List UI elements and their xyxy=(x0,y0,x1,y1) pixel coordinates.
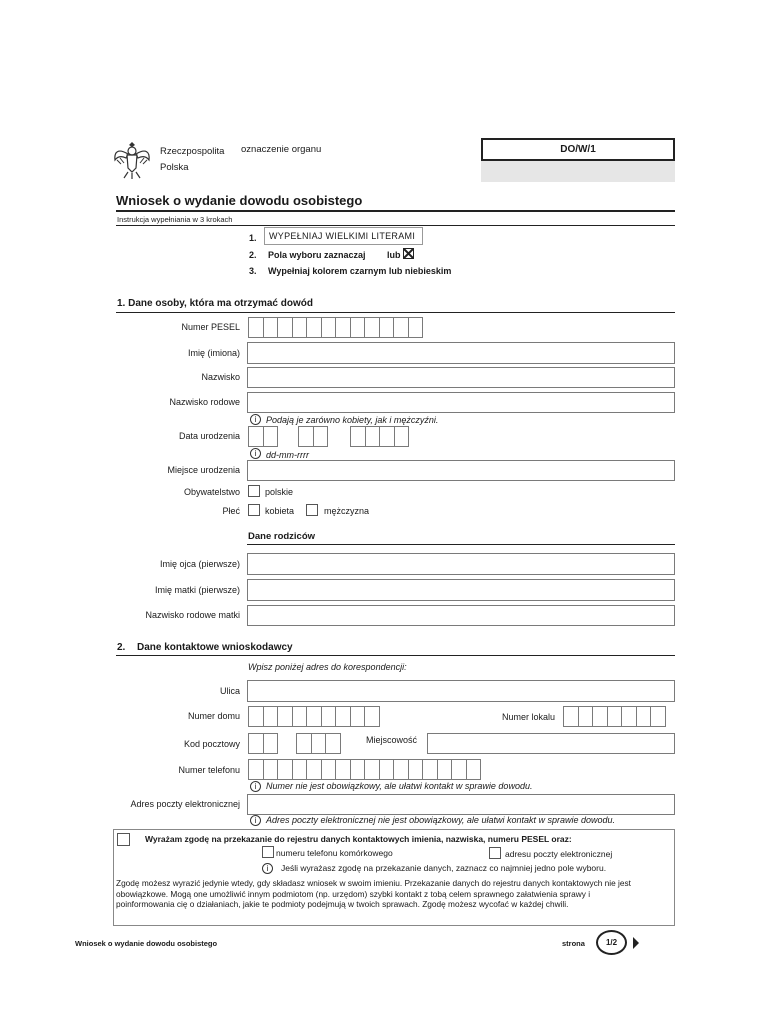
page-number-badge xyxy=(596,930,627,955)
parents-heading: Dane rodziców xyxy=(248,531,316,542)
street-label: Ulica xyxy=(219,686,240,696)
step2-text: Pola wyboru zaznaczaj xyxy=(268,250,366,260)
birth-date-label: Data urodzenia xyxy=(178,431,240,441)
page-label: strona xyxy=(562,939,585,948)
family-name-field[interactable] xyxy=(247,392,675,413)
surname-field[interactable] xyxy=(247,367,675,388)
email-label: Adres poczty elektronicznej xyxy=(130,799,240,809)
address-hint: Wpisz poniżej adres do korespondencji: xyxy=(248,662,407,672)
page-number: 1/2 xyxy=(605,938,618,947)
info-icon: i xyxy=(250,781,261,792)
country-name: Rzeczpospolita Polska xyxy=(160,146,225,173)
sex-female-checkbox[interactable] xyxy=(248,504,260,516)
citizenship-checkbox[interactable] xyxy=(248,485,260,497)
phone-field[interactable] xyxy=(248,759,481,780)
next-page-arrow-icon xyxy=(633,936,639,954)
mother-name-field[interactable] xyxy=(247,579,675,601)
step1-number: 1. xyxy=(249,233,257,243)
first-names-label: Imię (imiona) xyxy=(187,348,240,358)
section2-number: 2. xyxy=(117,642,126,653)
consent-email-checkbox[interactable] xyxy=(489,847,501,859)
father-name-label: Imię ojca (pierwsze) xyxy=(159,559,240,569)
surname-label: Nazwisko xyxy=(201,372,240,382)
step3-number: 3. xyxy=(249,266,257,276)
phone-hint: Numer nie jest obowiązkowy, ale ułatwi kontakt w sprawie dowodu. xyxy=(266,781,533,791)
email-hint: Adres poczty elektronicznej nie jest obowiązkowy, ale ułatwi kontakt w sprawie dowodu. xyxy=(266,815,616,825)
house-no-field[interactable] xyxy=(248,706,380,727)
section2-heading: Dane kontaktowe wnioskodawcy xyxy=(137,642,293,653)
city-field[interactable] xyxy=(427,733,675,754)
birth-year-field[interactable] xyxy=(350,426,409,447)
consent-body: Zgodę możesz wyrazić jedynie wtedy, gdy składasz wniosek w swoim imieniu. Przekazanie danych do rejestru danych kontaktowych nie jest obowiązkowe. Mogą one umożliwić innym podmiotom (np. urzędom) szybki kontakt z tobą celem sprawnego załatwienia sprawy i poinformowania cię o działaniach, jakie te podmioty podejmują w twoich sprawach. Zgodę możesz wycofać w każdej chwili. xyxy=(116,878,631,909)
citizenship-label: Obywatelstwo xyxy=(183,487,240,497)
step1-text: WYPEŁNIAJ WIELKIMI LITERAMI xyxy=(269,231,416,241)
email-field[interactable] xyxy=(247,794,675,815)
step1-box xyxy=(264,227,423,245)
phone-label: Numer telefonu xyxy=(178,765,240,775)
birth-month-field[interactable] xyxy=(298,426,328,447)
organ-stamp-area xyxy=(481,161,675,182)
info-icon: i xyxy=(262,863,273,874)
section1-heading: 1. Dane osoby, która ma otrzymać dowód xyxy=(117,298,313,309)
consent-phone-checkbox[interactable] xyxy=(262,846,274,858)
consent-hint: Jeśli wyrażasz zgodę na przekazanie danych, zaznacz co najmniej jedno pole wyboru. xyxy=(281,863,607,873)
postal-code-part1[interactable] xyxy=(248,733,278,754)
family-name-label: Nazwisko rodowe xyxy=(169,397,240,407)
consent-main-text: Wyrażam zgodę na przekazanie do rejestru danych kontaktowych imienia, nazwiska, numeru PESEL oraz: xyxy=(145,834,572,844)
mother-family-name-label: Nazwisko rodowe matki xyxy=(145,610,240,620)
info-icon: i xyxy=(250,448,261,459)
info-icon: i xyxy=(250,414,261,425)
father-name-field[interactable] xyxy=(247,553,675,575)
checked-box-icon xyxy=(403,247,415,259)
postal-code-label: Kod pocztowy xyxy=(183,739,240,749)
mother-name-label: Imię matki (pierwsze) xyxy=(154,585,240,595)
first-names-field[interactable] xyxy=(247,342,675,364)
organ-label: oznaczenie organu xyxy=(241,144,322,155)
flat-no-field[interactable] xyxy=(563,706,666,727)
consent-email-label: adresu poczty elektronicznej xyxy=(505,849,613,859)
step2-number: 2. xyxy=(249,250,257,260)
birth-place-label: Miejsce urodzenia xyxy=(167,465,240,475)
form-code: DO/W/1 xyxy=(560,144,596,155)
sex-male-checkbox[interactable] xyxy=(306,504,318,516)
postal-code-part2[interactable] xyxy=(296,733,341,754)
form-code-box xyxy=(481,138,675,161)
mother-family-name-field[interactable] xyxy=(247,605,675,626)
page-title: Wniosek o wydanie dowodu osobistego xyxy=(116,193,363,208)
sex-male-label: mężczyzna xyxy=(324,506,370,516)
footer-title: Wniosek o wydanie dowodu osobistego xyxy=(75,939,218,948)
eagle-emblem-icon xyxy=(112,138,152,180)
consent-phone-label: numeru telefonu komórkowego xyxy=(276,848,393,858)
birth-day-field[interactable] xyxy=(248,426,278,447)
street-field[interactable] xyxy=(247,680,675,702)
pesel-label: Numer PESEL xyxy=(181,322,240,332)
sex-female-label: kobieta xyxy=(265,506,295,516)
city-label: Miejscowość xyxy=(366,735,418,745)
step2-or: lub xyxy=(387,250,401,260)
flat-no-label: Numer lokalu xyxy=(502,712,556,722)
consent-checkbox[interactable] xyxy=(117,833,130,846)
citizenship-option: polskie xyxy=(265,487,294,497)
house-no-label: Numer domu xyxy=(187,711,240,721)
instructions-heading: Instrukcja wypełniania w 3 krokach xyxy=(117,215,233,224)
birth-date-hint: dd-mm-rrrr xyxy=(266,450,309,460)
family-name-hint: Podają je zarówno kobiety, jak i mężczyźni. xyxy=(266,415,439,425)
info-icon: i xyxy=(250,815,261,826)
sex-label: Płeć xyxy=(222,506,240,516)
pesel-field[interactable] xyxy=(248,317,423,338)
step3-text: Wypełniaj kolorem czarnym lub niebieskim xyxy=(268,266,452,276)
birth-place-field[interactable] xyxy=(247,460,675,481)
